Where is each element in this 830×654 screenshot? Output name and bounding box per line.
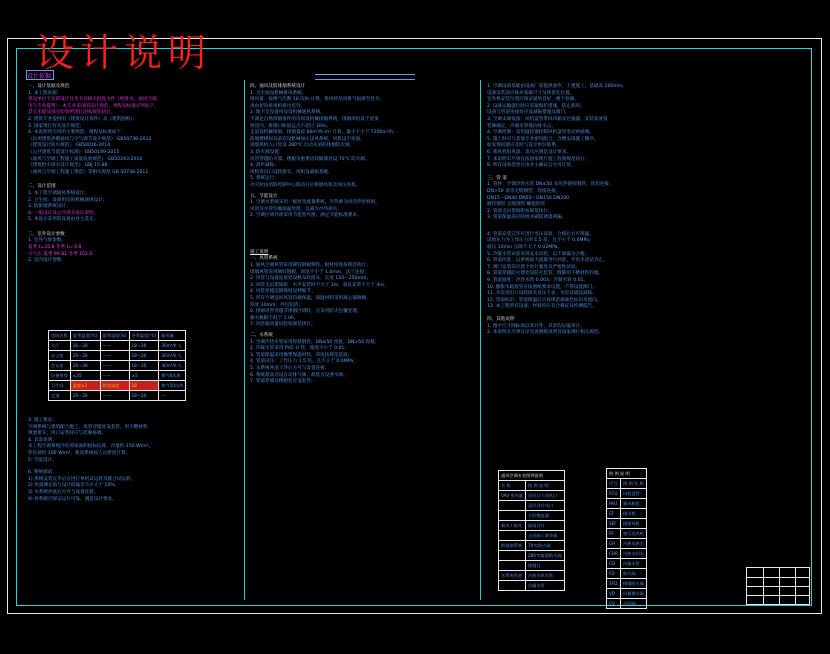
table-cell: VAV 变风量 — [499, 491, 526, 501]
text-line: 防烟楼梯间及前室设机械加压送风系统，风机设于屋面。 — [250, 136, 365, 142]
text-line: 6. 管道冲洗：以系统最大流量进行冲洗，至出水清洁为止。 — [487, 258, 608, 264]
table-header-cell: 冬季温度(℃) — [129, 331, 159, 341]
text-line: 4) 各系统应保证运行可靠，满足设计要求。 — [28, 496, 117, 502]
text-line: 2. 建筑专业提供的《建筑设计条件》及《建筑图纸》； — [28, 116, 138, 122]
table-cell: —— — [100, 351, 129, 361]
table-row — [49, 341, 186, 351]
table-cell: 方形散流器 — [525, 511, 564, 521]
text-line: 火灾时由消防控制中心联动开启排烟风机及加压风机。 — [250, 182, 361, 188]
table-header-cell: 夏季温度(℃) — [70, 331, 100, 341]
table-cell: 18～20 — [129, 351, 159, 361]
column-divider-1 — [244, 80, 245, 600]
table-cell: 30m³/h·人 — [159, 341, 186, 351]
table-row — [49, 391, 186, 401]
table-cell: 止回阀 — [620, 599, 646, 609]
text-line: 5. 节能设计。 — [28, 457, 57, 463]
table-row — [499, 531, 565, 541]
text-line: 1. 本工程依据： — [28, 90, 62, 96]
table-cell: SFD — [607, 579, 621, 589]
text-line: 1. 通风空调风管采用镀锌钢板制作，板材厚度按规范执行； — [250, 263, 371, 269]
table-cell: 排风机 — [620, 509, 646, 519]
text-line: 3) 水系统冲洗后方可与设备连接。 — [28, 489, 99, 495]
text-line: 1. 空调水系统采用一级泵变流量系统，冷热源为风冷热泵机组。 — [250, 200, 380, 206]
text-line: 2. 风管与设备连接处设帆布软接头，长度 150～250mm； — [250, 276, 372, 282]
table-cell: 水系统管道 — [499, 571, 526, 581]
text-line: 不满足自然排烟条件的房间设机械排烟系统，排烟风机设于屋顶 — [250, 116, 379, 122]
table-row — [607, 489, 647, 499]
table-header-cell: 夏季湿度(%) — [100, 331, 129, 341]
text-line: 3. 国家现行有关设计规范； — [28, 123, 85, 129]
text-line: 空调系统与建筑配合施工，风管穿墙处设套管，用不燃材料 — [28, 424, 148, 430]
column-3 — [487, 84, 737, 337]
table-cell: 26～28 — [70, 341, 100, 351]
text-line: 5. 冷凝水管试验采用充水试验，以不渗漏为合格。 — [487, 251, 590, 257]
column-1 — [28, 84, 238, 265]
table-cell — [499, 501, 526, 511]
title-block-rule — [779, 568, 780, 604]
text-line: 耐火极限不低于 1.0h。 — [250, 315, 299, 321]
table-cell: 风机盘管 — [620, 489, 646, 499]
text-line: 排风量：按换气次数 10 次/h 计算，排风经吊顶排气扇排至竖井， — [250, 97, 385, 103]
table-row — [499, 501, 565, 511]
text-line: 4. 消声减振： — [250, 163, 279, 169]
text-line: 2. 室内设计参数： — [28, 258, 67, 264]
subsection-heading: 一、风管系统 — [250, 256, 278, 262]
text-line: DN15～DN40 DN50～DN150 DN200 — [487, 195, 570, 201]
text-line: 镀锌钢管 无缝钢管 螺旋焊管 — [487, 202, 546, 208]
table-cell: 18～20 — [129, 341, 159, 351]
text-line: 1. 室外气象参数： — [28, 238, 67, 244]
text-line: 3. 防排烟系统设计； — [28, 204, 71, 210]
column-2 — [250, 84, 475, 386]
table-row — [607, 519, 647, 529]
section-heading: 四、通风及防排烟系统设计 — [250, 84, 306, 89]
table-cell: FCU — [607, 489, 621, 499]
text-line: 《建筑设计防火规范》 GB50016-2014 — [28, 143, 111, 149]
text-line: 1. 管材：空调冷热水管 DN≤50 采用热镀锌钢管，丝扣连接； — [487, 182, 614, 188]
table-cell: 冷凝水管 — [525, 581, 564, 591]
table-cell: 70℃防火阀 — [525, 541, 564, 551]
table-cell: 防火阀 — [620, 569, 646, 579]
table-cell: 排烟防火阀 — [620, 579, 646, 589]
table-cell: 冷凝水管 — [620, 559, 646, 569]
table-cell: FD — [607, 569, 621, 579]
title-tab: 设计依据 — [26, 70, 54, 80]
text-line: 3. 风管支吊架间距：水平安装时不大于 3m，垂直安装不大于 4m； — [250, 282, 389, 288]
table-cell: 冷热水回水 — [620, 549, 646, 559]
page-title: 设计说明 — [36, 31, 213, 75]
text-line: 《民用建筑供暖通风与空气调节设计规范》 GB50736-2012 — [28, 136, 152, 142]
table-cell: PAU — [607, 499, 621, 509]
table-cell: CD — [607, 559, 621, 569]
text-line: 4. 本说明所引用的主要规范、规程及标准如下： — [28, 130, 126, 136]
table-row — [499, 521, 565, 531]
table-cell: CHR — [607, 549, 621, 559]
table-cell — [499, 581, 526, 591]
section-body — [28, 91, 238, 177]
text-line: 2. 管道支吊架间距按规范执行。 — [487, 208, 553, 214]
section-heading: 三、室外设计参数 — [28, 231, 65, 237]
text-line: 3. 空调末端设备：风机盘管带回风箱及过滤器，安装高度按 — [487, 116, 608, 122]
indoor-parameter-table — [48, 330, 186, 401]
text-line: 1. 卫生间设机械排风系统。 — [250, 90, 307, 96]
table-cell: 卫生间 — [49, 381, 71, 391]
table-cell: 风量调节阀 — [620, 589, 646, 599]
text-line: 风管穿越防火墙、楼板及重要房间隔墙处设 70℃ 防火阀。 — [250, 156, 370, 162]
text-line: 厚度 30mm，外包铝箔； — [250, 302, 304, 308]
table-header-cell: 新风量 — [159, 331, 186, 341]
title-block-rule — [747, 577, 809, 578]
text-line: 《通风与空调工程施工质量验收规范》 GB50243-2016 — [28, 156, 143, 162]
text-line: 1. 本工程空调通风系统设计； — [28, 190, 89, 196]
center-heading-box — [315, 74, 415, 80]
table-row — [499, 551, 565, 561]
text-line: 8. 所有设备选型应由业主确认后方可订货。 — [487, 163, 576, 169]
legend-table-hvac — [498, 470, 565, 591]
table-cell: 冷热水供水管 — [525, 571, 564, 581]
text-line: 排烟风管采用镀锌钢板，厚度不小于 1.0mm，法兰连接； — [250, 269, 369, 275]
table-cell: SEF — [607, 519, 621, 529]
text-line: 2. 冷凝水管采用 PVC-U 管，坡度不小于 0.01； — [250, 346, 349, 352]
section-heading: 施工说明 — [250, 249, 269, 255]
table-cell: 排烟口 — [525, 561, 564, 571]
table-cell: ≥5 — [129, 371, 159, 381]
text-line: 7. 风管漏风量试验按规范执行。 — [250, 322, 316, 328]
table-header-cell: 图 例 说 明 — [525, 481, 564, 491]
text-line: 8. 管道穿越防火墙处设防火套管，缝隙用不燃材料封堵。 — [487, 271, 604, 277]
text-line: 设备安装前应核对基础尺寸及预留孔位置。 — [487, 90, 575, 96]
text-line: 3. 防火阀设置： — [250, 149, 284, 155]
table-cell: PF — [607, 529, 621, 539]
table-cell: CH — [607, 539, 621, 549]
table-cell: 会议室 — [49, 361, 71, 371]
table-header-cell: 房间名称 — [49, 331, 71, 341]
table-row — [49, 371, 186, 381]
table-row — [499, 561, 565, 571]
table-title: 图 例 说 明 — [607, 469, 647, 479]
text-line: 4. 其余说明： — [28, 437, 57, 443]
text-line: 6. 新风机组风量、余压应满足设计要求。 — [487, 149, 571, 155]
text-line: 3. 管道保温采用橡塑保温材料，厚度按规范选取； — [250, 352, 353, 358]
text-line: 试验压力为工作压力的 1.5 倍，且不小于 0.6MPa， — [487, 238, 594, 244]
text-line: 5. 系统运行： — [250, 176, 279, 182]
table-cell — [499, 561, 526, 571]
table-header-cell: 代号 — [607, 479, 621, 489]
table-row — [499, 511, 565, 521]
text-line: 4. 风管穿越沉降缝时设伸缩节； — [250, 289, 316, 295]
table-cell: VD — [607, 589, 621, 599]
text-line: 4. 管道试压：工作压力 1.5 倍，且不小于 0.6MPa； — [250, 359, 358, 365]
table-cell: 280℃排烟防火阀 — [525, 551, 564, 561]
text-line: 5. 施工时应与其他专业密切配合，合理安排施工顺序。 — [487, 136, 599, 142]
section-heading: 三、管 道 — [487, 175, 507, 181]
table-cell: 设备用房 — [49, 371, 71, 381]
table-cell: 18～20 — [129, 391, 159, 401]
table-cell: EF — [607, 509, 621, 519]
table-cell-highlight: 温度±1 — [70, 381, 100, 391]
table-cell: CV — [607, 599, 621, 609]
text-line: DN>50 采用无缝钢管，焊接连接。 — [487, 188, 561, 194]
table-cell: 26～28 — [70, 391, 100, 401]
table-cell: 双层百叶风口 — [525, 501, 564, 511]
legend-table-symbols — [606, 468, 647, 609]
text-line: 1. 图中尺寸除标高以米计外，其余均以毫米计。 — [487, 323, 585, 329]
table-cell: —— — [100, 361, 129, 371]
text-line: 10. 膨胀水箱接管应按图纸要求设置，不得设置阀门。 — [487, 284, 597, 290]
text-line: 1) 系统安装完毕后应进行单机试运转及联合试运转。 — [28, 476, 136, 482]
table-cell: 走道 — [49, 391, 71, 401]
table-row — [607, 589, 647, 599]
text-line: 热负荷约 100 W/m²，新风系统按人员密度计算。 — [28, 450, 131, 456]
text-line: 2. 卫生间、设备用房的机械通风设计； — [28, 197, 108, 203]
table-row — [607, 529, 647, 539]
table-row — [49, 381, 186, 391]
text-line: 如发现问题应及时与设计单位联系。 — [487, 143, 561, 149]
text-line: 再由屋顶排风机排出室外。 — [250, 103, 306, 109]
text-line: 室外机安装位置应保证通风良好，便于检修。 — [487, 97, 579, 103]
text-line: 7. 管道穿墙及楼板处应设套管。 — [250, 379, 316, 385]
table-cell: 26～28 — [70, 351, 100, 361]
text-line: 5. 所有空调送回风管均做保温，保温材料采用离心玻璃棉， — [250, 296, 371, 302]
section-heading: 一、设计依据及规范 — [28, 84, 70, 89]
table-cell: 加压送风机 — [620, 529, 646, 539]
table-cell: —— — [100, 341, 129, 351]
table-cell: 换气10次/h — [159, 381, 186, 391]
table-row — [499, 571, 565, 581]
text-line: 风机进出口设软接头，风机设减振基础。 — [250, 169, 333, 175]
text-line: 装修确定，冷凝水管坡向排水点。 — [487, 123, 556, 129]
text-line: 建设单位下达的设计任务书及相关批复文件（给排水、通风空调、 — [28, 97, 162, 103]
title-block-rule — [795, 568, 796, 604]
text-line: 6. 系统最高点设自动排气阀，最低点设泄水阀。 — [250, 372, 348, 378]
section-heading: 五、节能设计 — [250, 193, 278, 199]
text-line: 9. 管道坡度：冷热水管 0.003，冷凝水管 0.01。 — [487, 278, 589, 284]
table-cell: 防雨百叶 — [525, 521, 564, 531]
table-row — [607, 549, 647, 559]
text-line: 6. 排烟风管穿越非排烟区域时，应采用防火包覆处理， — [250, 309, 362, 315]
table-cell: 止回阀 / 调节阀 — [525, 531, 564, 541]
column-divider-2 — [480, 80, 481, 600]
table-row — [49, 351, 186, 361]
text-line: 7. 本说明未尽事宜按国家现行施工验收规范执行。 — [487, 156, 590, 162]
table-title-row — [607, 469, 647, 479]
table-cell: 办公室 — [49, 351, 71, 361]
table-header-row — [499, 481, 565, 491]
table-header-cell: 名 称 — [499, 481, 526, 491]
table-row — [49, 361, 186, 371]
table-row — [607, 559, 647, 569]
table-header-cell: 图 例 名 称 — [620, 479, 646, 489]
text-line: 本工程空调系统冷负荷按面积指标估算，冷量约 150 W/m²， — [28, 444, 154, 450]
table-cell: 防排烟系统 — [499, 541, 526, 551]
title-block-rule — [747, 595, 809, 596]
table-cell: ≤35 — [70, 371, 100, 381]
text-line: 其它未提及部分均参照现行国家规范执行。 — [28, 110, 116, 116]
text-line: 《通风与空调工程施工规范》等相关规范 GB 50738-2011 — [28, 169, 149, 175]
text-line: 稳压 10min 压降不大于 0.02MPa。 — [487, 245, 563, 251]
text-line: 风管及水管均做保温处理，以减少冷热损失。 — [250, 206, 342, 212]
title-block-rule — [747, 586, 809, 587]
text-line: 大气压 夏季 99.81 冬季 102.0 — [28, 251, 93, 257]
text-line: 5. 本设计采用的设备由业主选定。 — [28, 217, 99, 223]
subsection-heading: 二、水系统 — [250, 333, 273, 338]
table-title: 通风空调专业图例说明 — [499, 471, 565, 481]
table-cell: 排烟风机 — [620, 519, 646, 529]
text-line: 2. 设备运输就位时应采取保护措施，防止损坏。 — [487, 103, 585, 109]
text-line: 3. 管道保温前应除锈并刷防锈漆两遍。 — [487, 215, 567, 221]
table-cell: — — [159, 391, 186, 401]
text-line: 2) 风量测定值与设计值偏差不应大于 10%。 — [28, 483, 120, 489]
table-cell-highlight: 18 — [129, 381, 159, 391]
text-line: 2. 地下室设备用房设机械通风系统。 — [250, 110, 325, 116]
text-line: 排烟风机入口处设 280℃ 自动关闭的排烟防火阀。 — [250, 143, 355, 149]
text-line: 1. 空调冷热水管采用焊接钢管，DN≤50 丝接，DN>50 焊接； — [250, 339, 380, 345]
text-line: 6. 系统调试： — [28, 470, 57, 476]
table-cell — [499, 531, 526, 541]
text-line: 《公共建筑节能设计标准》 GB50189-2015 — [28, 149, 120, 155]
table-header-row — [607, 479, 647, 489]
table-row — [499, 491, 565, 501]
section-heading: 二、设计范围 — [28, 184, 56, 190]
table-cell: 新风 / 排风 — [499, 521, 526, 531]
text-line: 《建筑给水排水设计规范》 GBJ 15-88 — [28, 163, 108, 169]
text-line: 4. 一般设计及公共部分设计说明。 — [28, 210, 99, 216]
text-line: 13. 本工程所有设备、材料均应有合格证及检测报告。 — [487, 304, 597, 310]
table-cell: 30m³/h·人 — [159, 351, 186, 361]
table-cell: —— — [100, 391, 129, 401]
title-block-rule — [763, 568, 764, 604]
text-line: 4. 管道安装完毕应进行水压试验，合格后方可保温。 — [487, 231, 594, 237]
table-cell: 冷热水供水 — [620, 539, 646, 549]
text-line: 4. 空调控制：采用温控器控制风机盘管电动两通阀。 — [487, 130, 594, 136]
table-cell-highlight: 相对湿度 — [100, 381, 129, 391]
table-cell: 大厅 — [49, 341, 71, 351]
table-row — [607, 539, 647, 549]
column-1-lower — [28, 418, 238, 503]
text-line: 2. 本说明未尽事宜详见各图纸说明及国家现行相关规范。 — [487, 330, 604, 336]
text-line: 夏季 t=35.8 冬季 t=-3.8 — [28, 245, 82, 251]
table-cell: 30m³/h·人 — [159, 361, 186, 371]
table-row — [499, 581, 565, 591]
table-cell — [499, 511, 526, 521]
table-cell: —— — [100, 371, 129, 381]
title-block — [746, 567, 810, 605]
table-row — [607, 509, 647, 519]
table-row — [607, 579, 647, 589]
text-line: 5. 水系统冲洗干净后方可与设备连接。 — [250, 365, 330, 371]
text-line: 1. 空调设备基础由设备厂家提供条件，土建施工，基础高 200mm。 — [487, 84, 627, 89]
section-heading: 四、其他说明 — [487, 317, 515, 322]
text-line: 2. 空调区域外窗采用节能型外窗，满足节能标准要求。 — [250, 213, 362, 219]
table-row — [607, 499, 647, 509]
table-row — [607, 599, 647, 609]
text-line: 走道设机械排烟，排烟量按 60m³/h·m² 计算，最小不小于 7200m³/h； — [250, 130, 398, 136]
text-line: 11. 水泵进出口设软接头及压力表，水泵基础设减振。 — [487, 291, 597, 297]
table-cell: 送风口 / 回风口 — [525, 491, 564, 501]
text-line: 机房内，排烟口距最远点不超过 30m。 — [250, 123, 331, 129]
table-cell: 26～28 — [70, 361, 100, 371]
table-row — [607, 569, 647, 579]
text-line: 设备与管道连接处应设减振措施及阀门。 — [487, 110, 570, 116]
table-cell — [499, 551, 526, 561]
text-line: 7. 阀门安装前应逐个进行强度及严密性试验。 — [487, 264, 581, 270]
table-cell: 换气6次/h — [159, 371, 186, 381]
text-line: 电气专业提资）；本专业采用的设计规范、规程及标准详列如下， — [28, 103, 159, 109]
table-cell: 18～20 — [129, 361, 159, 371]
table-cell: 新风机组 — [620, 499, 646, 509]
table-title-row — [499, 471, 565, 481]
table-header-row — [49, 331, 186, 341]
text-line: 12. 管道标识：管道保温后应按规范做颜色标识及流向。 — [487, 297, 602, 303]
text-line: 3. 施工要求： — [28, 418, 57, 423]
text-line: 填塞密实；风口安装时应与装修协调。 — [28, 431, 107, 437]
table-row — [499, 541, 565, 551]
